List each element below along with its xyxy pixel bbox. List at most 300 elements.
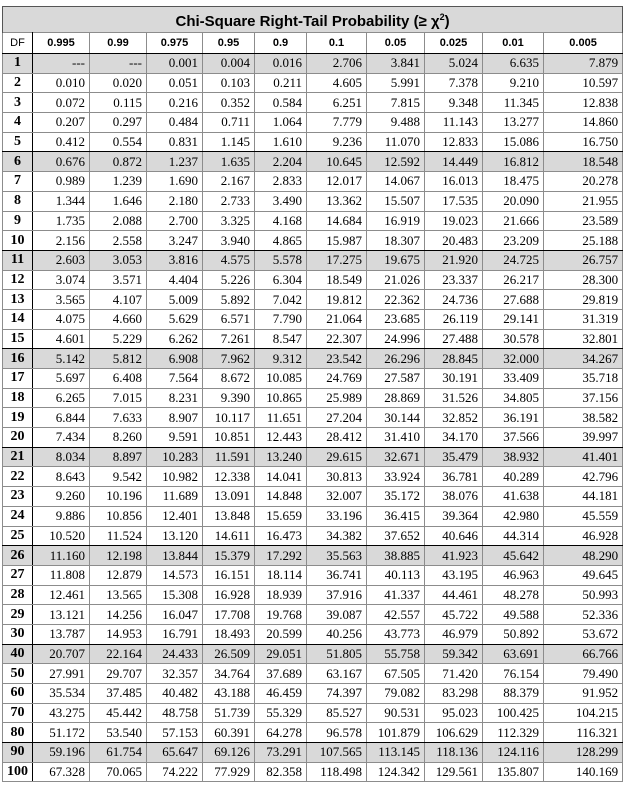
value-cell: 5.991 <box>367 73 425 93</box>
value-cell: 7.015 <box>90 388 147 408</box>
value-cell: 7.042 <box>255 290 307 310</box>
value-cell: 13.848 <box>203 506 255 526</box>
value-cell: 32.000 <box>483 349 544 369</box>
table-row <box>3 132 623 152</box>
table-row <box>3 152 623 172</box>
value-cell: 0.676 <box>33 152 90 172</box>
value-cell: 15.379 <box>203 546 255 566</box>
value-cell: 124.116 <box>483 743 544 763</box>
value-cell: 16.473 <box>255 526 307 546</box>
table-row <box>3 113 623 133</box>
value-cell: 48.278 <box>483 585 544 605</box>
df-cell: 29 <box>3 605 33 625</box>
value-cell: 4.601 <box>33 329 90 349</box>
value-cell: 26.217 <box>483 270 544 290</box>
value-cell: 9.591 <box>147 428 203 448</box>
value-cell: 23.542 <box>307 349 367 369</box>
table-row <box>3 762 623 782</box>
value-cell: 23.589 <box>544 211 623 231</box>
value-cell: 22.362 <box>367 290 425 310</box>
value-cell: 2.700 <box>147 211 203 231</box>
table-row <box>3 408 623 428</box>
value-cell: 55.758 <box>367 644 425 664</box>
value-cell: 118.498 <box>307 762 367 782</box>
value-cell: 38.076 <box>425 487 483 507</box>
value-cell: 34.764 <box>203 664 255 684</box>
value-cell: 25.989 <box>307 388 367 408</box>
value-cell: 22.307 <box>307 329 367 349</box>
value-cell: 116.321 <box>544 723 623 743</box>
value-cell: 33.196 <box>307 506 367 526</box>
value-cell: 2.204 <box>255 152 307 172</box>
value-cell: 37.566 <box>483 428 544 448</box>
value-cell: 5.229 <box>90 329 147 349</box>
table-row <box>3 270 623 290</box>
value-cell: 44.314 <box>483 526 544 546</box>
table-row <box>3 664 623 684</box>
value-cell: 12.592 <box>367 152 425 172</box>
value-cell: 9.312 <box>255 349 307 369</box>
value-cell: 26.296 <box>367 349 425 369</box>
value-cell: 2.833 <box>255 172 307 192</box>
value-cell: 8.907 <box>147 408 203 428</box>
value-cell: 73.291 <box>255 743 307 763</box>
table-title-row <box>3 7 623 33</box>
value-cell: 7.633 <box>90 408 147 428</box>
value-cell: 10.085 <box>255 369 307 389</box>
value-cell: 74.397 <box>307 684 367 704</box>
value-cell: 19.812 <box>307 290 367 310</box>
value-cell: 64.278 <box>255 723 307 743</box>
value-cell: 85.527 <box>307 703 367 723</box>
value-cell: 4.075 <box>33 309 90 329</box>
df-cell: 7 <box>3 172 33 192</box>
value-cell: 88.379 <box>483 684 544 704</box>
value-cell: 20.707 <box>33 644 90 664</box>
df-cell: 4 <box>3 113 33 133</box>
value-cell: 7.815 <box>367 93 425 113</box>
df-cell: 1 <box>3 54 33 74</box>
value-cell: 27.204 <box>307 408 367 428</box>
value-cell: 3.053 <box>90 250 147 270</box>
value-cell: 13.091 <box>203 487 255 507</box>
table-row <box>3 73 623 93</box>
value-cell: 12.443 <box>255 428 307 448</box>
value-cell: 8.897 <box>90 447 147 467</box>
value-cell: 10.520 <box>33 526 90 546</box>
df-cell: 26 <box>3 546 33 566</box>
value-cell: 18.548 <box>544 152 623 172</box>
df-cell: 40 <box>3 644 33 664</box>
value-cell: 0.115 <box>90 93 147 113</box>
value-cell: 11.143 <box>425 113 483 133</box>
value-cell: 15.086 <box>483 132 544 152</box>
value-cell: 3.490 <box>255 191 307 211</box>
value-cell: 14.256 <box>90 605 147 625</box>
value-cell: 5.226 <box>203 270 255 290</box>
value-cell: 51.805 <box>307 644 367 664</box>
value-cell: 1.635 <box>203 152 255 172</box>
table-row <box>3 309 623 329</box>
value-cell: 8.034 <box>33 447 90 467</box>
value-cell: 7.879 <box>544 54 623 74</box>
table-title-superscript: 2 <box>439 12 445 22</box>
value-cell: 29.819 <box>544 290 623 310</box>
value-cell: 36.741 <box>307 565 367 585</box>
value-cell: 16.151 <box>203 565 255 585</box>
value-cell: 67.505 <box>367 664 425 684</box>
value-cell: 7.434 <box>33 428 90 448</box>
value-cell: 15.308 <box>147 585 203 605</box>
value-cell: 4.660 <box>90 309 147 329</box>
value-cell: 17.535 <box>425 191 483 211</box>
value-cell: 0.484 <box>147 113 203 133</box>
value-cell: 0.072 <box>33 93 90 113</box>
value-cell: 12.198 <box>90 546 147 566</box>
value-cell: 10.851 <box>203 428 255 448</box>
value-cell: 20.599 <box>255 624 307 644</box>
df-cell: 19 <box>3 408 33 428</box>
value-cell: 19.768 <box>255 605 307 625</box>
df-cell: 8 <box>3 191 33 211</box>
value-cell: 5.024 <box>425 54 483 74</box>
value-cell: 0.831 <box>147 132 203 152</box>
value-cell: 0.872 <box>90 152 147 172</box>
table-row <box>3 250 623 270</box>
value-cell: 7.261 <box>203 329 255 349</box>
value-cell: 63.167 <box>307 664 367 684</box>
value-cell: 82.358 <box>255 762 307 782</box>
value-cell: 23.209 <box>483 231 544 251</box>
value-cell: 0.216 <box>147 93 203 113</box>
value-cell: 42.980 <box>483 506 544 526</box>
value-cell: 27.991 <box>33 664 90 684</box>
value-cell: 9.390 <box>203 388 255 408</box>
value-cell: 124.342 <box>367 762 425 782</box>
value-cell: 112.329 <box>483 723 544 743</box>
value-cell: 29.707 <box>90 664 147 684</box>
value-cell: 63.691 <box>483 644 544 664</box>
value-cell: 135.807 <box>483 762 544 782</box>
value-cell: 5.892 <box>203 290 255 310</box>
value-cell: 49.588 <box>483 605 544 625</box>
column-header: 0.99 <box>90 33 147 54</box>
value-cell: 113.145 <box>367 743 425 763</box>
value-cell: 46.928 <box>544 526 623 546</box>
value-cell: 13.121 <box>33 605 90 625</box>
value-cell: 10.597 <box>544 73 623 93</box>
value-cell: 8.672 <box>203 369 255 389</box>
df-cell: 90 <box>3 743 33 763</box>
df-cell: 17 <box>3 369 33 389</box>
value-cell: 66.766 <box>544 644 623 664</box>
value-cell: 0.051 <box>147 73 203 93</box>
df-cell: 10 <box>3 231 33 251</box>
value-cell: 128.299 <box>544 743 623 763</box>
value-cell: 17.708 <box>203 605 255 625</box>
value-cell: 0.207 <box>33 113 90 133</box>
value-cell: 32.801 <box>544 329 623 349</box>
value-cell: 40.256 <box>307 624 367 644</box>
value-cell: 140.169 <box>544 762 623 782</box>
df-cell: 5 <box>3 132 33 152</box>
value-cell: 0.412 <box>33 132 90 152</box>
value-cell: 4.865 <box>255 231 307 251</box>
table-row <box>3 487 623 507</box>
value-cell: 29.615 <box>307 447 367 467</box>
column-header: 0.1 <box>307 33 367 54</box>
df-cell: 16 <box>3 349 33 369</box>
value-cell: 34.267 <box>544 349 623 369</box>
value-cell: 5.629 <box>147 309 203 329</box>
value-cell: 30.144 <box>367 408 425 428</box>
value-cell: 12.833 <box>425 132 483 152</box>
value-cell: 36.415 <box>367 506 425 526</box>
table-title <box>3 7 623 33</box>
value-cell: 6.408 <box>90 369 147 389</box>
df-cell: 24 <box>3 506 33 526</box>
table-row <box>3 447 623 467</box>
value-cell: 21.064 <box>307 309 367 329</box>
value-cell: 33.409 <box>483 369 544 389</box>
df-header: DF <box>3 33 33 54</box>
value-cell: 21.666 <box>483 211 544 231</box>
table-row <box>3 467 623 487</box>
value-cell: 79.082 <box>367 684 425 704</box>
value-cell: 16.812 <box>483 152 544 172</box>
value-cell: 2.156 <box>33 231 90 251</box>
value-cell: 67.328 <box>33 762 90 782</box>
value-cell: 5.812 <box>90 349 147 369</box>
value-cell: 14.953 <box>90 624 147 644</box>
value-cell: 19.675 <box>367 250 425 270</box>
column-header: 0.975 <box>147 33 203 54</box>
value-cell: 14.573 <box>147 565 203 585</box>
value-cell: 29.051 <box>255 644 307 664</box>
value-cell: 11.345 <box>483 93 544 113</box>
value-cell: 6.844 <box>33 408 90 428</box>
value-cell: 3.074 <box>33 270 90 290</box>
df-cell: 18 <box>3 388 33 408</box>
value-cell: 26.119 <box>425 309 483 329</box>
table-row <box>3 723 623 743</box>
value-cell: 46.963 <box>483 565 544 585</box>
value-cell: 0.001 <box>147 54 203 74</box>
value-cell: 36.191 <box>483 408 544 428</box>
value-cell: 14.684 <box>307 211 367 231</box>
value-cell: 12.838 <box>544 93 623 113</box>
value-cell: 41.923 <box>425 546 483 566</box>
value-cell: 51.172 <box>33 723 90 743</box>
value-cell: 35.563 <box>307 546 367 566</box>
value-cell: 28.869 <box>367 388 425 408</box>
value-cell: 40.646 <box>425 526 483 546</box>
value-cell: 2.733 <box>203 191 255 211</box>
value-cell: 43.275 <box>33 703 90 723</box>
value-cell: 21.920 <box>425 250 483 270</box>
df-cell: 14 <box>3 309 33 329</box>
value-cell: 26.757 <box>544 250 623 270</box>
value-cell: 35.534 <box>33 684 90 704</box>
value-cell: 45.442 <box>90 703 147 723</box>
value-cell: 12.461 <box>33 585 90 605</box>
value-cell: 23.685 <box>367 309 425 329</box>
value-cell: 44.181 <box>544 487 623 507</box>
value-cell: 13.240 <box>255 447 307 467</box>
value-cell: 100.425 <box>483 703 544 723</box>
value-cell: 96.578 <box>307 723 367 743</box>
value-cell: 7.564 <box>147 369 203 389</box>
value-cell: 35.172 <box>367 487 425 507</box>
value-cell: 70.065 <box>90 762 147 782</box>
value-cell: 60.391 <box>203 723 255 743</box>
value-cell: 11.591 <box>203 447 255 467</box>
value-cell: 91.952 <box>544 684 623 704</box>
value-cell: 17.275 <box>307 250 367 270</box>
value-cell: 32.671 <box>367 447 425 467</box>
value-cell: 11.651 <box>255 408 307 428</box>
df-cell: 23 <box>3 487 33 507</box>
value-cell: 76.154 <box>483 664 544 684</box>
value-cell: 26.509 <box>203 644 255 664</box>
value-cell: 13.120 <box>147 526 203 546</box>
value-cell: 129.561 <box>425 762 483 782</box>
value-cell: 18.307 <box>367 231 425 251</box>
value-cell: 34.805 <box>483 388 544 408</box>
df-cell: 13 <box>3 290 33 310</box>
value-cell: 36.781 <box>425 467 483 487</box>
value-cell: 50.993 <box>544 585 623 605</box>
table-row <box>3 743 623 763</box>
value-cell: 0.297 <box>90 113 147 133</box>
value-cell: 50.892 <box>483 624 544 644</box>
value-cell: 1.239 <box>90 172 147 192</box>
table-row <box>3 369 623 389</box>
df-cell: 15 <box>3 329 33 349</box>
column-header: 0.95 <box>203 33 255 54</box>
value-cell: 43.773 <box>367 624 425 644</box>
column-header-row <box>3 33 623 54</box>
value-cell: 48.290 <box>544 546 623 566</box>
value-cell: 43.195 <box>425 565 483 585</box>
value-cell: 83.298 <box>425 684 483 704</box>
table-row <box>3 191 623 211</box>
value-cell: 33.924 <box>367 467 425 487</box>
value-cell: --- <box>90 54 147 74</box>
value-cell: 1.735 <box>33 211 90 231</box>
value-cell: 59.196 <box>33 743 90 763</box>
value-cell: 2.603 <box>33 250 90 270</box>
value-cell: 24.996 <box>367 329 425 349</box>
value-cell: 42.557 <box>367 605 425 625</box>
value-cell: 30.578 <box>483 329 544 349</box>
column-header: 0.025 <box>425 33 483 54</box>
value-cell: 42.796 <box>544 467 623 487</box>
value-cell: 23.337 <box>425 270 483 290</box>
value-cell: 6.265 <box>33 388 90 408</box>
value-cell: 51.739 <box>203 703 255 723</box>
value-cell: 11.808 <box>33 565 90 585</box>
value-cell: 0.554 <box>90 132 147 152</box>
table-row <box>3 526 623 546</box>
df-cell: 100 <box>3 762 33 782</box>
value-cell: 9.210 <box>483 73 544 93</box>
value-cell: 14.067 <box>367 172 425 192</box>
value-cell: 1.690 <box>147 172 203 192</box>
value-cell: 18.475 <box>483 172 544 192</box>
value-cell: 3.841 <box>367 54 425 74</box>
value-cell: 37.652 <box>367 526 425 546</box>
df-cell: 50 <box>3 664 33 684</box>
value-cell: 16.928 <box>203 585 255 605</box>
value-cell: 29.141 <box>483 309 544 329</box>
value-cell: 10.117 <box>203 408 255 428</box>
value-cell: 14.041 <box>255 467 307 487</box>
value-cell: 79.490 <box>544 664 623 684</box>
value-cell: 14.860 <box>544 113 623 133</box>
value-cell: 0.711 <box>203 113 255 133</box>
df-cell: 27 <box>3 565 33 585</box>
df-cell: 6 <box>3 152 33 172</box>
value-cell: 41.638 <box>483 487 544 507</box>
df-cell: 9 <box>3 211 33 231</box>
value-cell: 9.886 <box>33 506 90 526</box>
value-cell: 12.879 <box>90 565 147 585</box>
value-cell: 32.357 <box>147 664 203 684</box>
value-cell: 4.404 <box>147 270 203 290</box>
value-cell: 12.401 <box>147 506 203 526</box>
df-cell: 70 <box>3 703 33 723</box>
value-cell: 38.885 <box>367 546 425 566</box>
value-cell: 39.364 <box>425 506 483 526</box>
value-cell: 12.338 <box>203 467 255 487</box>
value-cell: --- <box>33 54 90 74</box>
value-cell: 40.113 <box>367 565 425 585</box>
value-cell: 14.611 <box>203 526 255 546</box>
value-cell: 0.352 <box>203 93 255 113</box>
value-cell: 10.865 <box>255 388 307 408</box>
value-cell: 34.382 <box>307 526 367 546</box>
value-cell: 34.170 <box>425 428 483 448</box>
value-cell: 0.004 <box>203 54 255 74</box>
value-cell: 7.779 <box>307 113 367 133</box>
value-cell: 3.247 <box>147 231 203 251</box>
value-cell: 24.769 <box>307 369 367 389</box>
value-cell: 18.114 <box>255 565 307 585</box>
table-row <box>3 93 623 113</box>
value-cell: 31.526 <box>425 388 483 408</box>
value-cell: 53.672 <box>544 624 623 644</box>
df-cell: 3 <box>3 93 33 113</box>
value-cell: 71.420 <box>425 664 483 684</box>
value-cell: 28.412 <box>307 428 367 448</box>
value-cell: 16.047 <box>147 605 203 625</box>
table-row <box>3 506 623 526</box>
value-cell: 90.531 <box>367 703 425 723</box>
value-cell: 7.378 <box>425 73 483 93</box>
value-cell: 10.283 <box>147 447 203 467</box>
value-cell: 0.211 <box>255 73 307 93</box>
value-cell: 37.156 <box>544 388 623 408</box>
value-cell: 12.017 <box>307 172 367 192</box>
df-cell: 21 <box>3 447 33 467</box>
value-cell: 9.542 <box>90 467 147 487</box>
chi-square-table-container <box>2 6 622 782</box>
value-cell: 5.142 <box>33 349 90 369</box>
value-cell: 101.879 <box>367 723 425 743</box>
table-title-text: Chi-Square Right-Tail Probability (≥ χ <box>175 13 440 30</box>
value-cell: 15.507 <box>367 191 425 211</box>
